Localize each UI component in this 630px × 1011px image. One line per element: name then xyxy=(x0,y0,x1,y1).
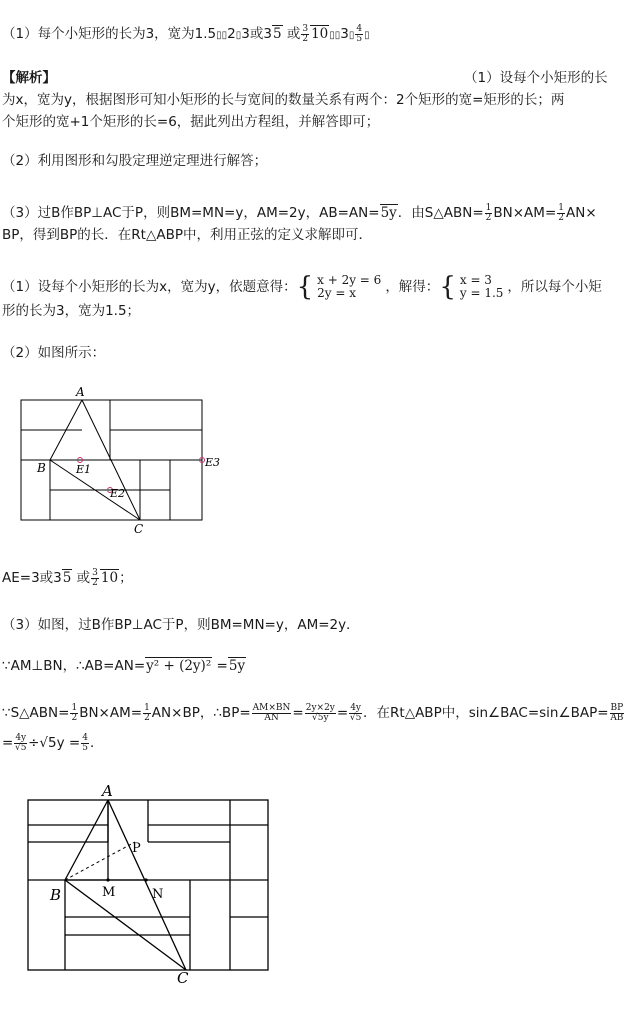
analysis-title-line: 【解析】 （1）设每个小矩形的长 xyxy=(2,70,608,86)
solution-1-c: 形的长为3，宽为1.5； xyxy=(2,303,141,319)
label-e1: E1 xyxy=(76,463,92,476)
label-b: B xyxy=(50,886,62,904)
label-e3: E3 xyxy=(205,456,221,469)
figure-2 xyxy=(20,780,280,990)
analysis-p2: （2）利用图形和勾股定理逆定理进行解答； xyxy=(2,153,268,169)
label-n: N xyxy=(152,887,164,902)
analysis-p3-a: （3）过B作BP⊥AC于P，则BM=MN=y，AM=2y，AB=AN=5y．由S△ABN= $\frac{1}{2}$ BN×AM= $\frac{1}{2}$ AN× xyxy=(2,202,597,223)
label-a: A xyxy=(76,385,85,399)
label-c: C xyxy=(177,969,189,987)
analysis-p3-b: BP，得到BP的长．在Rt△ABP中，利用正弦的定义求解即可． xyxy=(2,227,372,243)
label-p: P xyxy=(132,841,141,856)
solution-3-d: = $\frac{4y}{√5}$ ÷√5y = $\frac{4}{5}$ ． xyxy=(2,732,104,753)
answer-summary: （1）每个小矩形的长为3，宽为1.5▯▯2▯3或35 或 $\frac{3}{2}$ 10▯▯3▯ $\frac{4}{5}$ ▯ xyxy=(2,23,370,44)
analysis-p1-c: 个矩形的宽+1个矩形的长=6，据此列出方程组，并解答即可； xyxy=(2,114,380,130)
label-m: M xyxy=(102,885,116,900)
analysis-p1-b: 为x，宽为y，根据图形可知小矩形的长与宽间的数量关系有两个：2个矩形的宽=矩形的长；两 xyxy=(2,92,565,108)
missing-glyph-icon: ▯▯ xyxy=(216,30,228,41)
solution-3-a: （3）如图，过B作BP⊥AC于P，则BM=MN=y，AM=2y． xyxy=(2,617,360,633)
ae-result: AE=3或35 或 $\frac{3}{2}$ 10； xyxy=(2,567,133,588)
solution-2: （2）如图所示： xyxy=(2,345,106,361)
label-a: A xyxy=(102,782,113,800)
label-e2: E2 xyxy=(110,487,126,500)
solution-3-c: ∵S△ABN= $\frac{1}{2}$ BN×AM= $\frac{1}{2}$ AN×BP，∴BP= $\frac{AM\times BN}{AN}$ = $\frac{2y\times 2y}{√5y}$ = $\frac{4y}{√5}$ ．在Rt△ABP中，sin∠BAC=sin∠BAP= $\frac{BP}{AB}$ xyxy=(2,702,624,723)
solution-3-b: ∵AM⊥BN，∴AB=AN=y² + (2y)² =5y xyxy=(2,658,246,674)
analysis-title: 【解析】 xyxy=(2,70,56,86)
solution-1: （1）设每个小矩形的长为x，宽为y，依题意得：{ x + 2y = 6 2y = x ，解得：{ x = 3 y = 1.5 ，所以每个小矩 xyxy=(2,272,602,302)
figure-1 xyxy=(10,380,225,540)
label-c: C xyxy=(134,522,144,536)
label-b: B xyxy=(37,461,46,475)
